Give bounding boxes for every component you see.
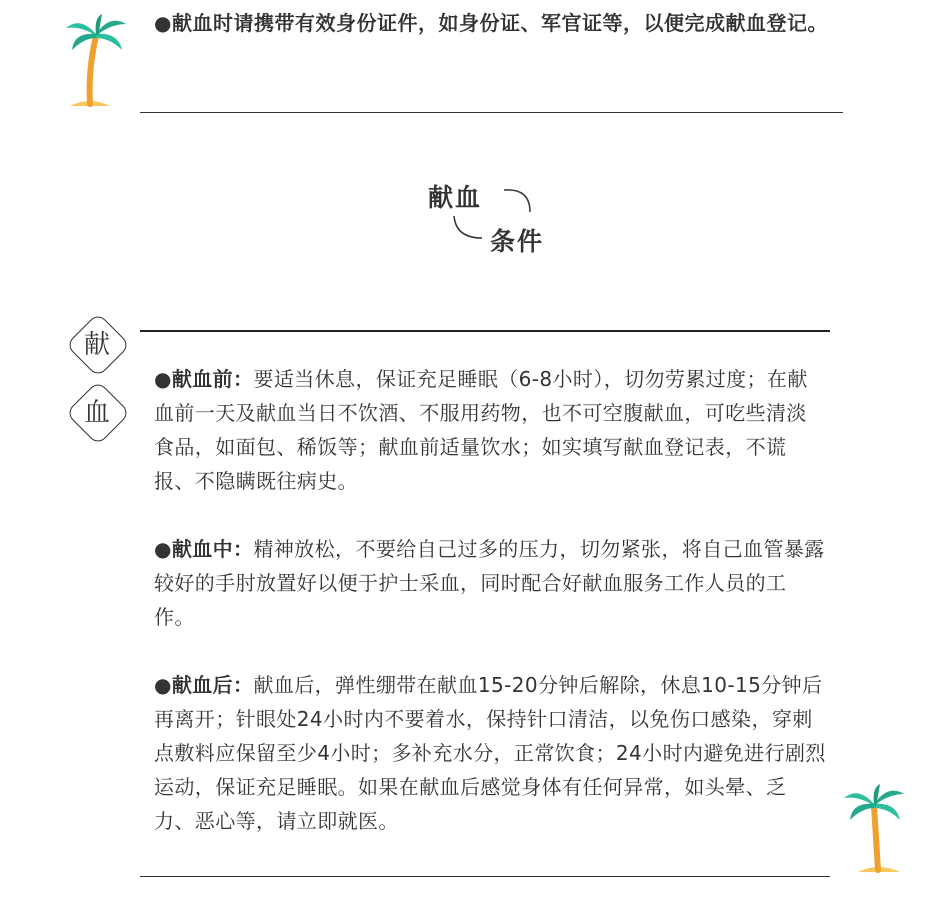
during-donation-text: 精神放松，不要给自己过多的压力，切勿紧张，将自己血管暴露较好的手肘放置好以便于护士采血，同时配合好献血服务工作人员的工作。 [154, 537, 825, 629]
title-arc-right-icon [500, 186, 536, 216]
after-donation-text: 献血后，弹性绷带在献血15-20分钟后解除，休息10-15分钟后再离开；针眼处24小时内不要着水，保持针口清洁，以免伤口感染，穿刺点敷料应保留至少4小时；多补充水分，正常饮食；24小时内避免进行剧烈运动，保证充足睡眠。如果在献血后感觉身体有任何异常，如头晕、乏力、恶心等，请立即就医。 [154, 673, 826, 833]
section-title-line1: 献血 [428, 183, 483, 212]
divider-bottom [140, 876, 830, 877]
section-title-line2: 条件 [490, 227, 545, 256]
after-donation-label: ●献血后： [154, 673, 254, 697]
before-donation-label: ●献血前： [154, 367, 254, 391]
title-arc-left-icon [450, 212, 486, 242]
side-char-2: 血 [83, 398, 110, 428]
id-document-note: ●献血时请携带有效身份证件，如身份证、军官证等，以便完成献血登记。 [154, 11, 828, 35]
palm-tree-icon [60, 10, 130, 110]
after-donation-paragraph [154, 668, 826, 838]
during-donation-paragraph [154, 532, 826, 634]
divider-top [140, 112, 843, 113]
side-char-1: 献 [83, 330, 110, 360]
during-donation-label: ●献血中： [154, 537, 254, 561]
divider-section [140, 330, 830, 332]
before-donation-text: 要适当休息，保证充足睡眠（6-8小时），切勿劳累过度；在献血前一天及献血当日不饮酒、不服用药物，也不可空腹献血，可吃些清淡食品，如面包、稀饭等；献血前适量饮水；如实填写献血登记表，不谎报、不隐瞒既往病史。 [154, 367, 808, 493]
palm-tree-icon [840, 778, 910, 878]
before-donation-paragraph [154, 362, 826, 498]
